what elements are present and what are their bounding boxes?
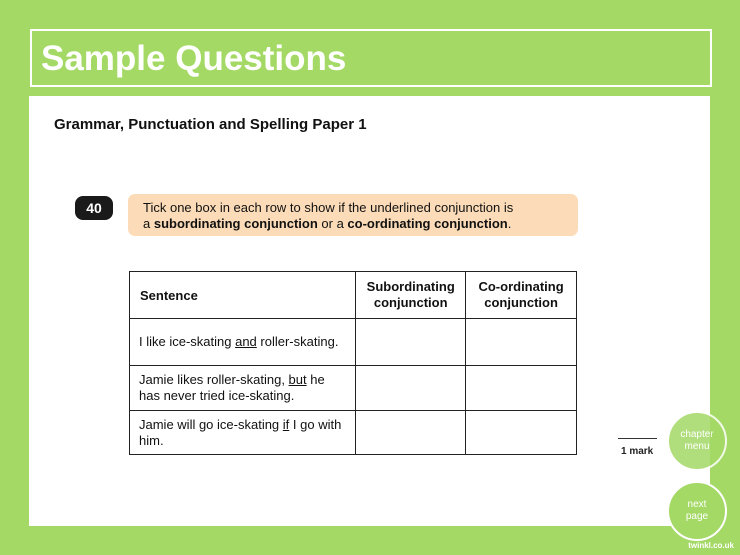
sentence-text: he has never tried ice-skating. [139, 372, 325, 403]
header-coordinating [466, 272, 577, 319]
question-number-badge: 40 [75, 196, 113, 220]
sentence-cell [130, 366, 356, 411]
sentence-text: I like ice-skating [139, 334, 236, 349]
next-page-line1: next [687, 499, 707, 510]
chapter-menu-button[interactable] [667, 411, 727, 471]
table-row [130, 411, 577, 455]
table-header-row [130, 272, 577, 319]
page-title: Sample Questions [41, 39, 347, 78]
sentence-text: Jamie likes roller-skating, [139, 372, 289, 387]
sentence-text: roller-skating. [256, 334, 339, 349]
table-row [130, 319, 577, 366]
header-sub-line1: Subordinating [366, 279, 455, 294]
instruction-subordinating: subordinating conjunction [153, 216, 318, 231]
watermark: twinkl.co.uk [688, 541, 734, 550]
next-page-button[interactable] [667, 481, 727, 541]
chapter-menu-line1: chapter [680, 429, 714, 440]
subordinating-tick-box[interactable] [356, 366, 466, 411]
header-co-line2: conjunction [484, 295, 558, 310]
header-sentence: Sentence [130, 272, 356, 319]
question-sheet [29, 96, 710, 526]
next-page-line2: page [685, 511, 709, 522]
underlined-conjunction: but [288, 372, 307, 387]
sentence-cell [130, 411, 356, 455]
sentence-text: I go with him. [139, 416, 342, 448]
instruction-coordinating: co-ordinating conjunction [347, 216, 508, 231]
mark-divider [618, 438, 657, 439]
mark-label: 1 mark [621, 446, 654, 457]
header-subordinating [356, 272, 466, 319]
coordinating-tick-box[interactable] [466, 319, 577, 366]
header-sub-line2: conjunction [373, 295, 448, 310]
conjunction-table [129, 271, 577, 455]
instruction-period: . [507, 216, 512, 231]
coordinating-tick-box[interactable] [466, 411, 577, 455]
sentence-text: Jamie will go ice-skating [139, 416, 283, 432]
subordinating-tick-box[interactable] [356, 411, 466, 455]
chapter-menu-line2: menu [684, 441, 710, 452]
next-page-label [686, 499, 708, 523]
underlined-conjunction: if [282, 416, 290, 432]
instruction-or: or a [317, 216, 348, 231]
title-bar [30, 29, 712, 87]
coordinating-tick-box[interactable] [466, 366, 577, 411]
sentence-cell [130, 319, 356, 366]
paper-title: Grammar, Punctuation and Spelling Paper 1 [54, 116, 367, 133]
question-instruction [128, 194, 578, 236]
table-row [130, 366, 577, 411]
subordinating-tick-box[interactable] [356, 319, 466, 366]
chapter-menu-label [680, 429, 713, 453]
underlined-conjunction: and [235, 334, 257, 349]
instruction-prefix: a [143, 216, 154, 231]
header-co-line1: Co-ordinating [478, 279, 564, 294]
instruction-line-1: Tick one box in each row to show if the underlined conjunction is [143, 200, 514, 215]
